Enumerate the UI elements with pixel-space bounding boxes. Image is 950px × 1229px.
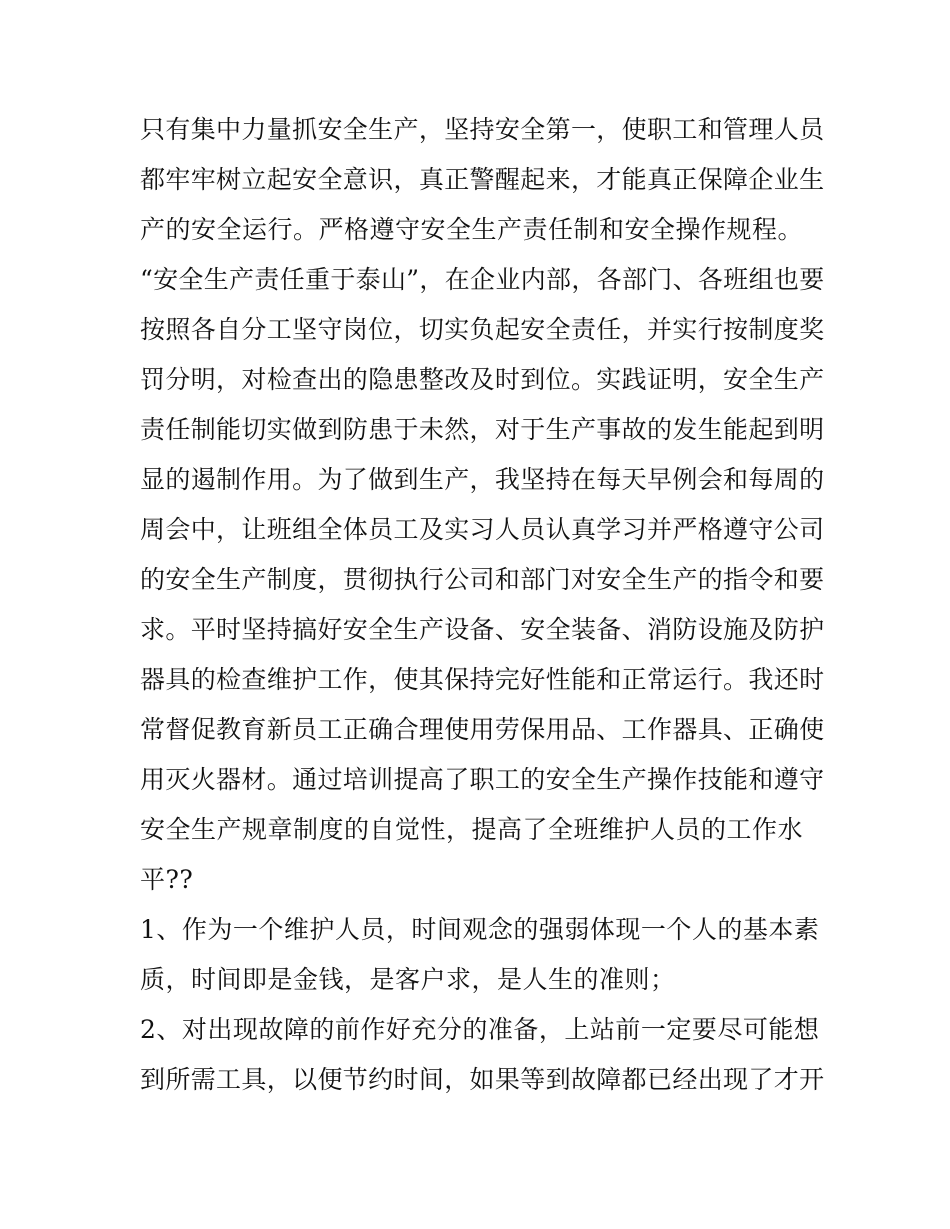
text-line: 用灭火器材。通过培训提高了职工的安全生产操作技能和遵守 <box>140 765 825 794</box>
text-line: 安全生产规章制度的自觉性，提高了全班维护人员的工作水 <box>140 815 804 844</box>
text-line: 2、对出现故障的前作好充分的准备，上站前一定要尽可能想 <box>140 1015 820 1044</box>
text-line: 产的安全运行。严格遵守安全生产责任制和安全操作规程。 <box>140 215 804 244</box>
text-line: 的安全生产制度，贯彻执行公司和部门对安全生产的指令和要 <box>140 565 825 594</box>
text-line: 1、作为一个维护人员，时间观念的强弱体现一个人的基本素 <box>140 915 820 944</box>
text-line: 都牢牢树立起安全意识，真正警醒起来，才能真正保障企业生 <box>140 165 825 194</box>
text-line: 只有集中力量抓安全生产，坚持安全第一，使职工和管理人员 <box>140 115 825 144</box>
text-line: 平?? <box>140 865 194 894</box>
text-line: 周会中，让班组全体员工及实习人员认真学习并严格遵守公司 <box>140 515 825 544</box>
text-line: 求。平时坚持搞好安全生产设备、安全装备、消防设施及防护 <box>140 615 825 644</box>
text-line: 显的遏制作用。为了做到生产，我坚持在每天早例会和每周的 <box>140 465 825 494</box>
text-line: 器具的检查维护工作，使其保持完好性能和正常运行。我还时 <box>140 665 825 694</box>
text-line: 按照各自分工坚守岗位，切实负起安全责任，并实行按制度奖 <box>140 315 825 344</box>
text-line: 罚分明，对检查出的隐患整改及时到位。实践证明，安全生产 <box>140 365 825 394</box>
text-line: 质，时间即是金钱，是客户求，是人生的准则； <box>140 965 676 994</box>
text-line: 常督促教育新员工正确合理使用劳保用品、工作器具、正确使 <box>140 715 825 744</box>
text-line: 到所需工具，以便节约时间，如果等到故障都已经出现了才开 <box>140 1065 825 1094</box>
text-line: “安全生产责任重于泰山”，在企业内部，各部门、各班组也要 <box>140 265 825 294</box>
text-line: 责任制能切实做到防患于未然，对于生产事故的发生能起到明 <box>140 415 825 444</box>
